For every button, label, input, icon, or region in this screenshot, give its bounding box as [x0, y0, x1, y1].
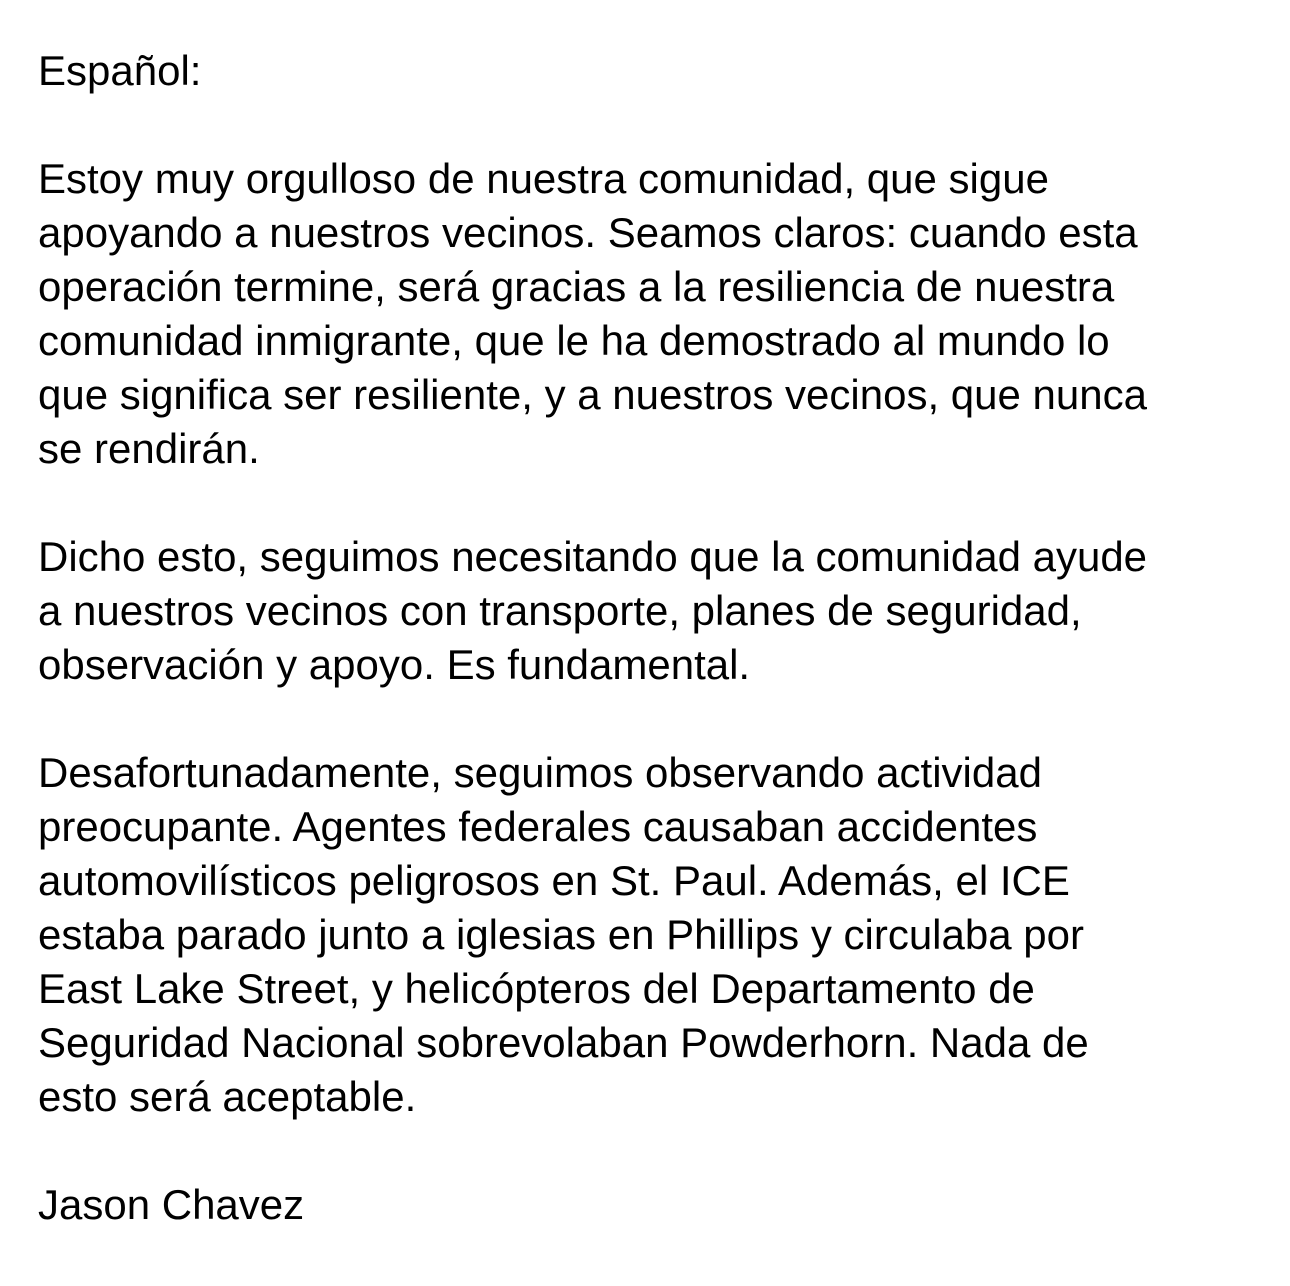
paragraph-3-line: estaba parado junto a iglesias en Phillips y circulaba por — [38, 911, 1084, 958]
note-body — [38, 44, 1278, 1286]
paragraph-3-line: automovilísticos peligrosos en St. Paul. Además, el ICE — [38, 857, 1070, 904]
paragraph-1-line: apoyando a nuestros vecinos. Seamos claros: cuando esta — [38, 209, 1138, 256]
paragraph-1-line: Estoy muy orgulloso de nuestra comunidad, que sigue — [38, 155, 1049, 202]
paragraph-2 — [38, 530, 1278, 692]
signature — [38, 1178, 1278, 1232]
paragraph-2-line: a nuestros vecinos con transporte, planes de seguridad, — [38, 587, 1082, 634]
paragraph-1 — [38, 152, 1278, 476]
paragraph-1-line: que significa ser resiliente, y a nuestros vecinos, que nunca — [38, 371, 1147, 418]
paragraph-2-line: Dicho esto, seguimos necesitando que la comunidad ayude — [38, 533, 1148, 580]
note-heading — [38, 44, 1278, 98]
paragraph-3-line: esto será aceptable. — [38, 1073, 417, 1120]
paragraph-3-line: Desafortunadamente, seguimos observando actividad — [38, 749, 1042, 796]
paragraph-3-line: Seguridad Nacional sobrevolaban Powderhorn. Nada de — [38, 1019, 1089, 1066]
paragraph-3 — [38, 746, 1278, 1124]
heading-text: Español: — [38, 47, 202, 94]
paragraph-1-line: operación termine, será gracias a la resiliencia de nuestra — [38, 263, 1115, 310]
paragraph-1-line: comunidad inmigrante, que le ha demostrado al mundo lo — [38, 317, 1110, 364]
paragraph-3-line: East Lake Street, y helicópteros del Departamento de — [38, 965, 1035, 1012]
paragraph-1-line: se rendirán. — [38, 425, 260, 472]
signature-text: Jason Chavez — [38, 1181, 305, 1228]
paragraph-2-line: observación y apoyo. Es fundamental. — [38, 641, 751, 688]
paragraph-3-line: preocupante. Agentes federales causaban accidentes — [38, 803, 1038, 850]
